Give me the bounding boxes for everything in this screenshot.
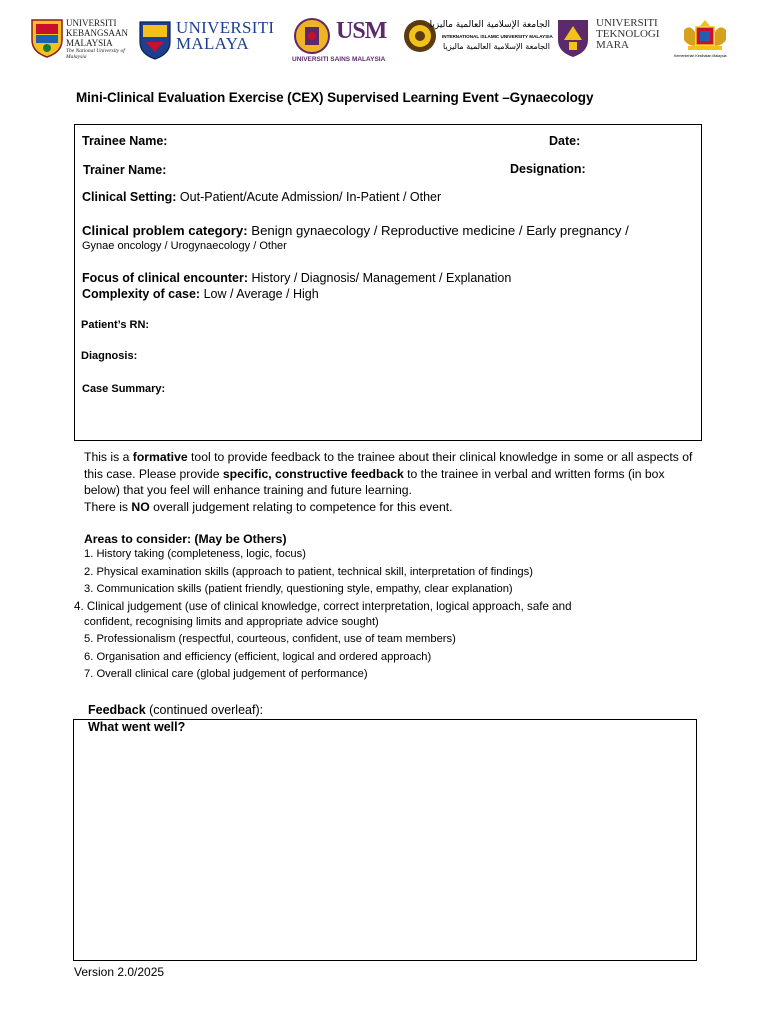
- patient-rn-label[interactable]: Patient’s RN:: [81, 319, 150, 331]
- ukm-logo: [30, 14, 134, 64]
- ukm-line2: KEBANGSAAN: [66, 28, 129, 38]
- ukm-crest-icon: [30, 18, 64, 58]
- diagnosis-label[interactable]: Diagnosis:: [81, 350, 138, 362]
- iium-logo: [402, 14, 553, 64]
- usm-mark: USM: [336, 18, 387, 44]
- um-line2: MALAYA: [176, 34, 249, 53]
- uitm-line3: MARA: [596, 39, 630, 51]
- formative-intro-paragraph: This is a formative tool to provide feedback to the trainee about their clinical knowledge in some or all aspects of this case. Please provide specific, constructive feedback to the trainee in verbal and written forms (in box below) that you feel will enhance training and future learning. There is NO overall judgement relating to competence for this event.: [84, 450, 693, 514]
- area-item-continuation: confident, recognising limits and appropriate advice sought): [84, 616, 379, 628]
- um-line1: UNIVERSITI: [176, 18, 275, 37]
- what-went-well-label: What went well?: [88, 720, 186, 734]
- area-item: 1. History taking (completeness, logic, focus): [84, 548, 306, 560]
- uitm-logo: [556, 14, 660, 64]
- um-logo: [138, 14, 284, 64]
- areas-heading: Areas to consider: (May be Others): [84, 532, 287, 546]
- clinical-setting-label: Clinical Setting:: [82, 190, 177, 204]
- document-title: Mini-Clinical Evaluation Exercise (CEX) Supervised Learning Event –Gynaecology: [76, 90, 594, 105]
- malaysia-coat-of-arms-icon: [680, 18, 730, 52]
- area-item: 4. Clinical judgement (use of clinical knowledge, correct interpretation, logical approach, safe and: [74, 600, 572, 613]
- area-item: 3. Communication skills (patient friendly, questioning style, empathy, clear explanation): [84, 583, 513, 595]
- area-item: 6. Organisation and efficiency (efficient, logical and ordered approach): [84, 651, 432, 663]
- version-label: Version 2.0/2025: [74, 965, 165, 979]
- iium-arabic: الجامعة الإسلامية العالمية ماليزيا: [429, 20, 550, 30]
- focus-options: History / Diagnosis/ Management / Explanation: [248, 271, 512, 285]
- clinical-setting-options: Out-Patient/Acute Admission/ In-Patient / Other: [176, 190, 442, 204]
- usm-caption: UNIVERSITI SAINS MALAYSIA: [292, 56, 386, 63]
- feedback-heading: Feedback (continued overleaf):: [88, 703, 264, 717]
- complexity-options: Low / Average / High: [200, 287, 319, 301]
- complexity-field[interactable]: [82, 287, 319, 301]
- problem-category-field[interactable]: [82, 223, 629, 238]
- focus-label: Focus of clinical encounter:: [82, 271, 248, 285]
- trainee-name-label[interactable]: Trainee Name:: [82, 134, 168, 148]
- area-item: 7. Overall clinical care (global judgement of performance): [84, 668, 368, 680]
- ukm-line3: MALAYSIA: [66, 38, 113, 48]
- uitm-line1: UNIVERSITI: [596, 17, 658, 29]
- designation-label[interactable]: Designation:: [510, 162, 586, 176]
- kkm-logo: [674, 14, 738, 64]
- kkm-caption: Kementerian Kesihatan Malaysia: [674, 54, 727, 58]
- iium-caption: INTERNATIONAL ISLAMIC UNIVERSITY MALAYSIA: [442, 34, 553, 39]
- problem-category-label: Clinical problem category:: [82, 223, 248, 238]
- case-summary-label[interactable]: Case Summary:: [82, 383, 166, 395]
- area-item: 2. Physical examination skills (approach to patient, technical skill, interpretation of findings): [84, 566, 533, 578]
- focus-field[interactable]: [82, 271, 511, 285]
- feedback-box[interactable]: [73, 719, 697, 961]
- iium-arabic-second: الجامعة الإسلامية العالمية ماليزيا: [443, 42, 550, 51]
- usm-logo: [292, 14, 390, 64]
- usm-crest-icon: [292, 16, 332, 56]
- clinical-setting-field[interactable]: [82, 190, 441, 204]
- date-label[interactable]: Date:: [549, 134, 581, 148]
- area-item: 5. Professionalism (respectful, courteous, confident, use of team members): [84, 633, 456, 645]
- problem-category-options-line2: Gynae oncology / Urogynaecology / Other: [82, 240, 287, 252]
- complexity-label: Complexity of case:: [82, 287, 201, 301]
- problem-category-options: Benign gynaecology / Reproductive medicine / Early pregnancy /: [247, 223, 629, 238]
- ukm-tagline: The National University of Malaysia: [66, 48, 125, 60]
- trainer-name-label[interactable]: Trainer Name:: [83, 163, 167, 177]
- uitm-crest-icon: [556, 18, 590, 58]
- uitm-line2: TEKNOLOGI: [596, 28, 660, 40]
- um-crest-icon: [138, 20, 172, 60]
- ukm-line1: UNIVERSITI: [66, 18, 117, 28]
